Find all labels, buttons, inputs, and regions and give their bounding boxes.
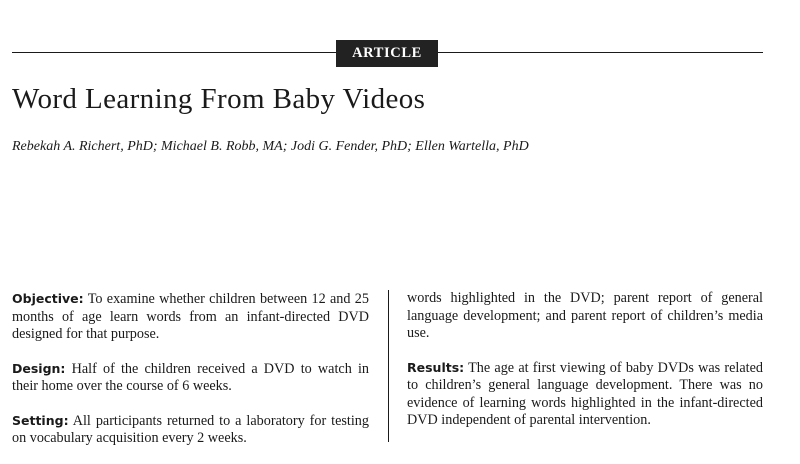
results-paragraph [407,359,763,430]
abstract-right-column [407,290,763,446]
objective-paragraph [12,290,369,344]
results-label: Results: [407,359,465,375]
section-badge: ARTICLE [336,40,438,67]
objective-label: Objective: [12,291,84,306]
objective-text: To examine whether children between 12 and 25 months of age learn words from an infant-directed DVD designed for that purpose. [12,291,369,342]
column-divider [388,290,389,442]
design-paragraph [12,360,369,396]
author-list: Rebekah A. Richert, PhD; Michael B. Robb, MA; Jodi G. Fender, PhD; Ellen Wartella, PhD [12,139,529,154]
abstract-left-column [12,290,369,464]
results-text: The age at first viewing of baby DVDs was related to children’s general language development. There was no evidence of learning words highlighted in the infant-directed DVD independent of parental intervention. [407,359,763,428]
setting-label: Setting: [12,412,69,428]
setting-paragraph [12,412,369,448]
article-title: Word Learning From Baby Videos [12,83,426,115]
setting-text: All participants returned to a laboratory for testing on vocabulary acquisition every 2 weeks. [12,412,369,446]
outcome-continued-paragraph: words highlighted in the DVD; parent report of general language development; and parent report of children’s media use. [407,290,763,341]
design-label: Design: [12,360,66,376]
design-text: Half of the children received a DVD to watch in their home over the course of 6 weeks. [12,360,369,394]
